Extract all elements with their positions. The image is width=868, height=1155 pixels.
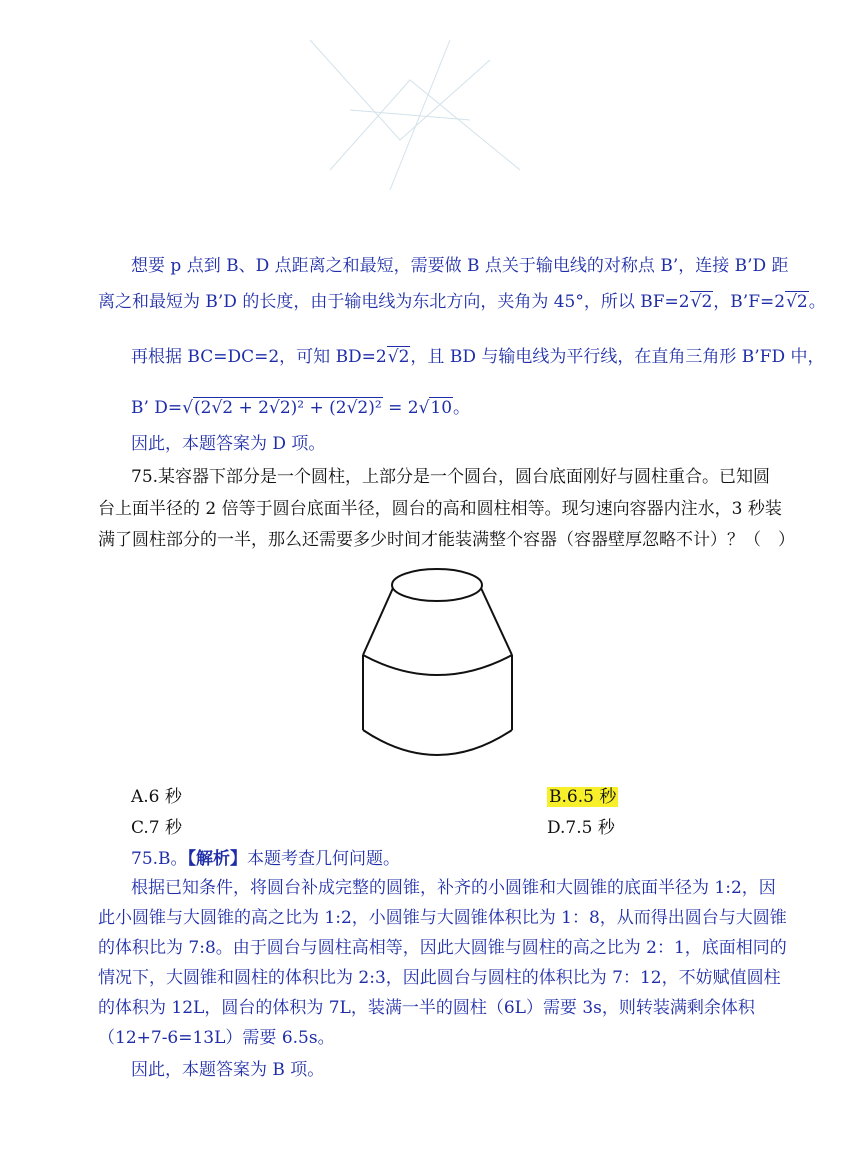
formula-equals: = 2 — [382, 398, 419, 418]
answer-header — [131, 847, 400, 871]
sqrt-value: √2 — [786, 292, 808, 312]
answer-topic: 本题考查几何问题。 — [247, 849, 401, 869]
container-figure — [355, 555, 520, 770]
option-a[interactable]: A.6 秒 — [131, 787, 182, 807]
option-c[interactable]: C.7 秒 — [131, 818, 183, 838]
frustum-left-edge — [363, 588, 393, 655]
cylinder-top-arc — [363, 655, 512, 675]
answer-line-4: 情况下，大圆锥和圆柱的体积比为 2:3，因此圆台与圆柱的体积比为 7：12，不妨赋值圆柱 — [98, 968, 781, 988]
question-line-3: 满了圆柱部分的一半，那么还需要多少时间才能装满整个容器（容器壁厚忽略不计）？（ ） — [98, 530, 795, 550]
answer-line-1: 根据已知条件，将圆台补成完整的圆锥，补齐的小圆锥和大圆锥的底面半径为 1:2，因 — [131, 878, 776, 898]
formula-radicand: (2√2 + 2√2)² + (2√2)² — [194, 398, 382, 418]
intro-line-3 — [131, 345, 824, 369]
sqrt-value: √2 — [690, 292, 713, 312]
option-b[interactable] — [547, 785, 618, 809]
intro-line-2-text-e: 。 — [808, 292, 826, 312]
faint-background-sketch — [290, 20, 550, 210]
formula-period: 。 — [453, 398, 471, 418]
intro-line-3-text-a: 再根据 BC=DC=2，可知 BD=2 — [131, 347, 387, 367]
cylinder-bottom-arc — [363, 730, 512, 755]
formula-result: 10 — [430, 398, 453, 418]
option-d[interactable]: D.7.5 秒 — [547, 818, 615, 838]
question-line-2: 台上面半径的 2 倍等于圆台底面半径，圆台的高和圆柱相等。现匀速向容器内注水，3 秒装 — [98, 499, 782, 519]
question-line-1: 75.某容器下部分是一个圆柱，上部分是一个圆台，圆台底面刚好与圆柱重合。已知圆 — [131, 467, 771, 487]
intro-conclusion: 因此，本题答案为 D 项。 — [131, 434, 326, 454]
intro-line-3-text-c: ，且 BD 与输电线为平行线，在直角三角形 B’FD 中， — [410, 347, 825, 367]
intro-line-1: 想要 p 点到 B、D 点距离之和最短，需要做 B 点关于输电线的对称点 B’，连接 B’D 距 — [131, 256, 789, 276]
formula-label: B’ D= — [131, 398, 183, 418]
frustum-top-ellipse — [392, 569, 482, 601]
answer-tag: 【解析】 — [187, 849, 248, 869]
answer-line-5: 的体积为 12L，圆台的体积为 7L，装满一半的圆柱（6L）需要 3s，则转装满剩余体积 — [98, 998, 755, 1018]
intro-line-2-text-c: ，B’F=2 — [713, 292, 786, 312]
answer-number: 75.B。 — [131, 849, 188, 869]
answer-line-3: 的体积比为 7:8。由于圆台与圆柱高相等，因此大圆锥与圆柱的高之比为 2：1，底面相同的 — [98, 938, 787, 958]
answer-conclusion: 因此，本题答案为 B 项。 — [131, 1060, 325, 1080]
frustum-right-edge — [481, 588, 512, 655]
answer-line-2: 此小圆锥与大圆锥的高之比为 1:2，小圆锥与大圆锥体积比为 1：8，从而得出圆台与大圆锥 — [98, 908, 787, 928]
option-b-highlighted: B.6.5 秒 — [549, 787, 617, 807]
intro-line-2 — [98, 290, 826, 314]
formula-line: B’ D=√(2√2 + 2√2)² + (2√2)² = 2√10。 — [131, 398, 471, 418]
answer-line-6: （12+7-6=13L）需要 6.5s。 — [98, 1028, 335, 1048]
intro-line-2-text-a: 离之和最短为 B’D 的长度，由于输电线为东北方向，夹角为 45°，所以 BF=2 — [98, 292, 690, 312]
sqrt-value: √2 — [387, 347, 410, 367]
